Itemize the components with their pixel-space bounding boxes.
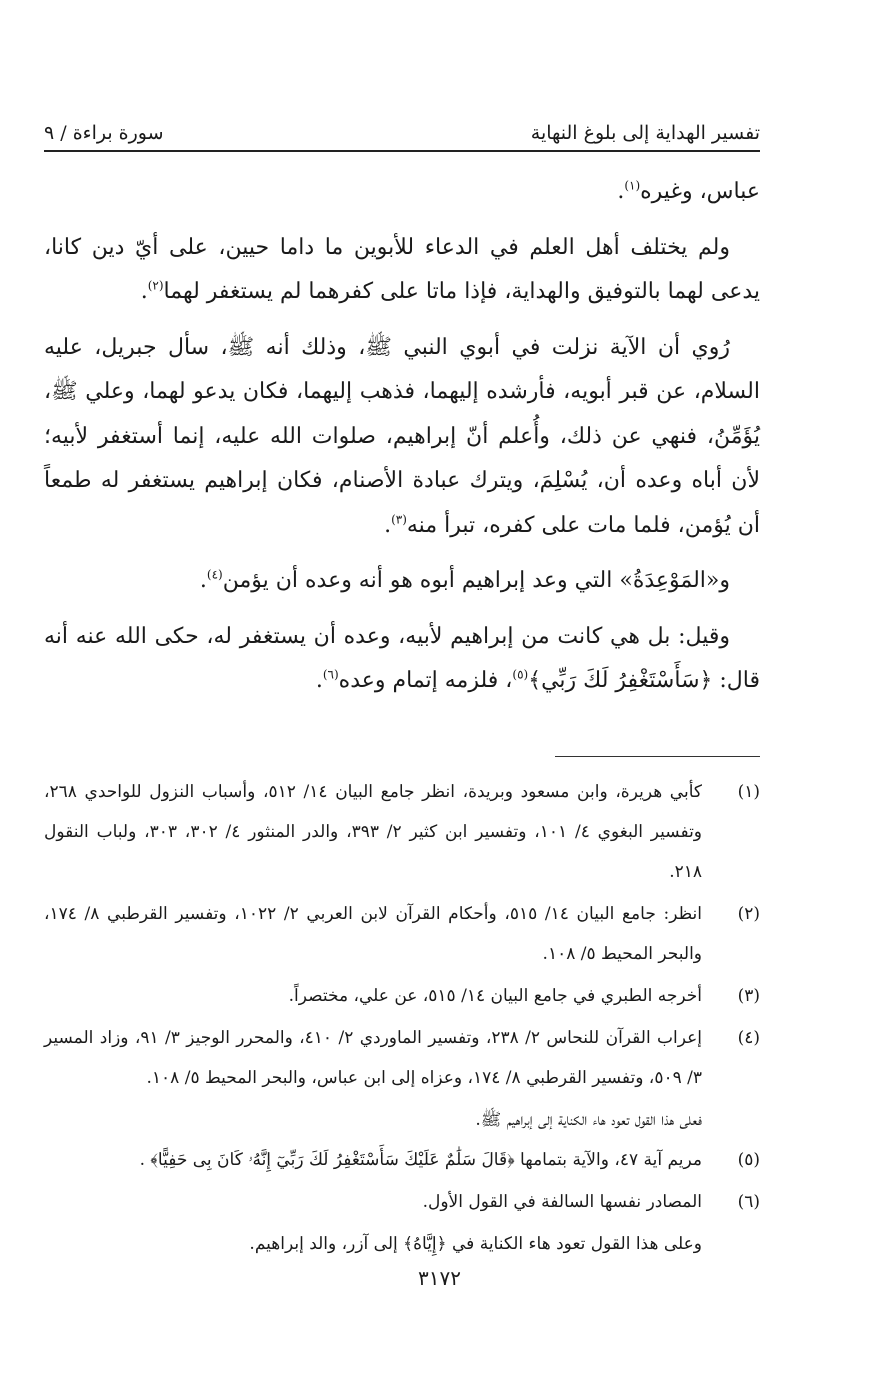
paragraph: رُوي أن الآية نزلت في أبوي النبي ﷺ، وذلك أنه ﷺ، سأل جبريل، عليه السلام، عن قبر أبويه، فأرشده إليهما، فذهب إليهما، فكان يدعو لهما، وعلي ﷺ، يُؤَمِّنُ، فنهي عن ذلك، وأُعلم أنّ إبراهيم، صلوات الله عليه، إنما أستغفر لأبيه؛ لأن أباه وعده أن، يُسْلِمَ، ويترك عبادة الأصنام، فكان إبراهيم يستغفر له طمعاً أن يُؤمن، فلما مات على كفره، تبرأ منه$^{(٣)}$. (44, 334, 760, 538)
footnote-item (44, 1018, 760, 1098)
footnote-item (44, 1182, 760, 1222)
footnote-item (44, 894, 760, 974)
footnote-text: كأبي هريرة، وابن مسعود وبريدة، انظر جامع البيان ١٤/ ٥١٢، وأسباب النزول للواحدي ٢٦٨، وتفسير البغوي ٤/ ١٠١، وتفسير ابن كثير ٢/ ٣٩٣، والدر المنثور ٤/ ٣٠٢، ٣٠٣، ولباب النقول ٢١٨. (44, 782, 703, 882)
footnote-divider (555, 756, 760, 757)
footnote-ref: (١) (624, 178, 641, 193)
footnote-continuation: فعلى هذا القول تعود هاء الكناية إلى إبراهيم ﷺ. (475, 1110, 702, 1130)
footnote-text: المصادر نفسها السالفة في القول الأول. (422, 1192, 702, 1212)
footnote-text: مريم آية ٤٧، والآية بتمامها ﴿قَالَ سَلَٰمٌ عَلَيْكَ سَأَسْتَغْفِرُ لَكَ رَبِّيٓ إِنَّهُۥ كَانَ بِى حَفِيًّا﴾ . (139, 1150, 702, 1170)
footnote-ref: (٥) (512, 667, 529, 682)
footnote-number: (٢) (737, 904, 760, 924)
footnote-ref: (٤) (206, 567, 223, 582)
footnote-text: أخرجه الطبري في جامع البيان ١٤/ ٥١٥، عن علي، مختصراً. (288, 986, 702, 1006)
footnote-number: (٤) (737, 1028, 760, 1048)
footnote-number: (٥) (737, 1150, 760, 1170)
footnote-ref: (٦) (322, 667, 339, 682)
page-number: ٣١٧٢ (418, 1266, 461, 1290)
footnote-number: (١) (737, 782, 760, 802)
book-title: تفسير الهداية إلى بلوغ النهاية (530, 122, 760, 144)
surah-label: سورة براءة / ٩ (44, 122, 164, 144)
header-divider (44, 150, 760, 152)
footnote-text: انظر: جامع البيان ١٤/ ٥١٥، وأحكام القرآن لابن العربي ٢/ ١٠٢٢، وتفسير القرطبي ٨/ ١٧٤، والبحر المحيط ٥/ ١٠٨. (44, 904, 702, 964)
paragraph: ولم يختلف أهل العلم في الدعاء للأبوين ما داما حيين، على أيّ دين كانا، يدعى لهما بالتوفيق والهداية، فإذا ماتا على كفرهما لم يستغفر لهما$^{(٢)}$. (44, 234, 760, 304)
main-text (44, 170, 760, 715)
footnote-item (44, 976, 760, 1016)
footnote-item (44, 772, 760, 892)
footnote-number: (٦) (737, 1192, 760, 1212)
footnote-continuation: وعلى هذا القول تعود هاء الكناية في ﴿إِيَّاهُ﴾ إلى آزر، والد إبراهيم. (249, 1234, 702, 1254)
footnote-ref: (٢) (147, 278, 164, 293)
paragraph: عباس، وغيره$^{(١)}$. (617, 178, 760, 204)
paragraph: وقيل: بل هي كانت من إبراهيم لأبيه، وعده أن يستغفر له، حكى الله عنه أنه قال: ﴿سَأَسْتَغْفِرُ لَكَ رَبِّي﴾$^{(٥)}$، فلزمه إتمام وعده$^{(٦)}$. (44, 623, 760, 693)
footnote-text: إعراب القرآن للنحاس ٢/ ٢٣٨، وتفسير الماوردي ٢/ ٤١٠، والمحرر الوجيز ٣/ ٩١، وزاد المسير ٣/ ٥٠٩، وتفسير القرطبي ٨/ ١٧٤، وعزاه إلى ابن عباس، والبحر المحيط ٥/ ١٠٨. (44, 1028, 703, 1088)
footnote-ref: (٣) (391, 512, 407, 527)
footnotes (44, 772, 760, 1264)
paragraph: و«المَوْعِدَةُ» التي وعد إبراهيم أبوه هو أنه وعده أن يؤمن$^{(٤)}$. (199, 567, 730, 593)
footnote-item (44, 1140, 760, 1180)
running-header (44, 108, 760, 144)
footnote-number: (٣) (737, 986, 760, 1006)
